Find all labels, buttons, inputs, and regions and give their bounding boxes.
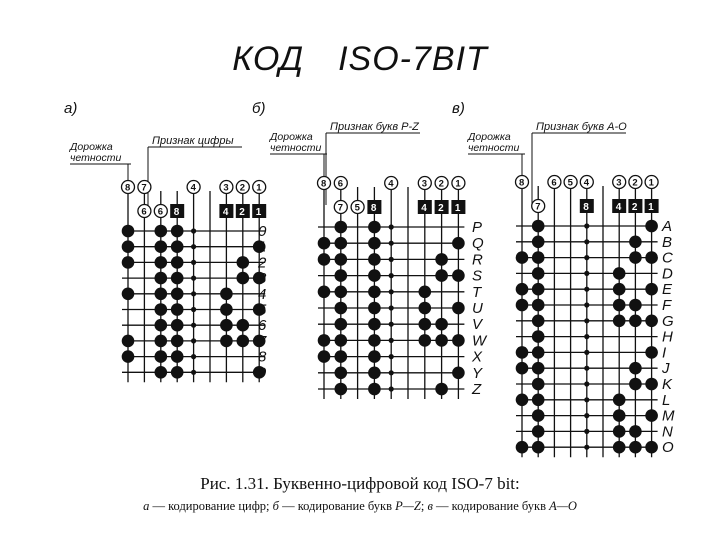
sprocket-hole: [191, 291, 196, 296]
data-hole: [419, 318, 432, 331]
row-label: O: [662, 439, 674, 457]
caption-range-c: A—O: [549, 499, 577, 513]
data-hole: [220, 288, 233, 301]
data-hole: [155, 225, 168, 238]
data-hole: [435, 334, 448, 347]
data-hole: [335, 253, 348, 266]
data-hole: [613, 394, 626, 407]
data-hole: [532, 267, 545, 280]
row-label: L: [662, 391, 671, 409]
row-label: D: [662, 265, 673, 283]
data-hole: [368, 334, 381, 347]
row-label: R: [472, 251, 483, 269]
caption-text-c: — кодирование букв: [432, 499, 550, 513]
marker-circle-label: 6: [157, 206, 164, 218]
sprocket-hole: [191, 276, 196, 281]
data-hole: [516, 394, 529, 407]
data-hole: [613, 441, 626, 454]
row-label: M: [662, 407, 675, 425]
data-hole: [318, 237, 331, 250]
row-label: A: [662, 218, 673, 235]
sprocket-hole: [389, 273, 394, 278]
parity-label-line1-c: Дорожка: [468, 131, 511, 143]
data-hole: [532, 394, 545, 407]
data-hole: [368, 237, 381, 250]
row-label: N: [662, 423, 673, 441]
data-hole: [318, 350, 331, 363]
data-hole: [237, 335, 250, 348]
data-hole: [122, 335, 135, 348]
row-label: 5: [258, 301, 267, 319]
data-hole: [629, 425, 642, 438]
data-hole: [613, 409, 626, 422]
data-hole: [613, 425, 626, 438]
data-hole: [122, 350, 135, 363]
data-hole: [452, 269, 465, 282]
data-hole: [532, 378, 545, 391]
data-hole: [335, 237, 348, 250]
row-label: K: [662, 376, 673, 393]
panel-label-c: в): [452, 100, 465, 117]
data-hole: [629, 441, 642, 454]
data-hole: [645, 251, 658, 264]
marker-circle-label: 1: [455, 178, 461, 190]
row-label: 1: [258, 238, 267, 256]
row-label: B: [662, 233, 673, 251]
data-hole: [532, 315, 545, 328]
marker-circle-label: 8: [125, 182, 131, 194]
row-label: P: [472, 219, 483, 236]
sprocket-hole: [389, 354, 394, 359]
data-hole: [452, 367, 465, 380]
data-hole: [171, 366, 184, 379]
row-label: 0: [258, 223, 267, 240]
data-hole: [335, 269, 348, 282]
data-hole: [452, 302, 465, 315]
data-hole: [629, 251, 642, 264]
parity-label-line2-c: четности: [468, 142, 520, 154]
marker-circle-label: 8: [519, 177, 525, 189]
row-label: V: [472, 316, 483, 334]
data-hole: [171, 272, 184, 285]
data-hole: [171, 303, 184, 316]
data-hole: [645, 346, 658, 359]
data-hole: [532, 236, 545, 249]
data-hole: [237, 272, 250, 285]
marker-box-label: 2: [631, 202, 638, 213]
sprocket-hole: [584, 223, 589, 228]
parity-label-line1-a: Дорожка: [70, 141, 113, 153]
data-hole: [629, 236, 642, 249]
marker-box-label: 4: [222, 207, 229, 218]
data-hole: [335, 334, 348, 347]
data-hole: [237, 319, 250, 332]
data-hole: [171, 256, 184, 269]
data-hole: [155, 288, 168, 301]
sprocket-hole: [191, 370, 196, 375]
row-label: S: [472, 267, 483, 285]
sprocket-hole: [389, 241, 394, 246]
row-label: I: [662, 344, 667, 362]
data-hole: [532, 330, 545, 343]
data-hole: [645, 378, 658, 391]
marker-box-label: 8: [583, 202, 589, 213]
data-hole: [419, 334, 432, 347]
data-hole: [171, 335, 184, 348]
marker-circle-label: 1: [256, 182, 262, 194]
row-label: Z: [472, 381, 482, 398]
data-hole: [155, 240, 168, 253]
marker-box-label: 2: [438, 203, 444, 214]
data-hole: [368, 318, 381, 331]
row-label: C: [662, 249, 673, 267]
marker-box-label: 8: [370, 203, 377, 214]
sprocket-hole: [389, 257, 394, 262]
data-hole: [435, 383, 448, 396]
data-hole: [335, 318, 348, 331]
marker-circle-label: 1: [648, 177, 654, 189]
caption-key-b: б: [272, 499, 279, 513]
marker-circle-label: 5: [354, 202, 360, 214]
sprocket-hole: [389, 224, 394, 229]
sprocket-hole: [389, 322, 394, 327]
caption-range-b: P—Z: [395, 499, 421, 513]
data-hole: [368, 302, 381, 315]
data-hole: [613, 315, 626, 328]
sprocket-hole: [191, 338, 196, 343]
sprocket-hole: [584, 271, 589, 276]
marker-box-label: 1: [648, 202, 654, 213]
data-hole: [171, 288, 184, 301]
data-hole: [155, 366, 168, 379]
data-hole: [435, 318, 448, 331]
sprocket-hole: [584, 287, 589, 292]
data-hole: [171, 350, 184, 363]
data-hole: [532, 251, 545, 264]
data-hole: [645, 220, 658, 233]
marker-circle-label: 8: [321, 178, 327, 190]
marker-circle-label: 4: [388, 178, 394, 190]
data-hole: [516, 362, 529, 375]
data-hole: [122, 225, 135, 238]
data-hole: [532, 425, 545, 438]
row-label: 3: [258, 270, 267, 288]
sprocket-hole: [584, 239, 589, 244]
title-part-iso: ISO-7BIT: [338, 40, 488, 78]
marker-box-label: 2: [239, 207, 245, 218]
marker-circle-label: 6: [551, 177, 557, 189]
data-hole: [532, 299, 545, 312]
data-hole: [335, 350, 348, 363]
sprocket-hole: [584, 429, 589, 434]
sprocket-hole: [584, 334, 589, 339]
data-hole: [532, 441, 545, 454]
sprocket-hole: [191, 244, 196, 249]
marker-circle-label: 2: [438, 178, 444, 190]
data-hole: [435, 253, 448, 266]
data-hole: [122, 288, 135, 301]
marker-circle-label: 3: [616, 177, 622, 189]
data-hole: [629, 299, 642, 312]
row-label: 9: [258, 364, 267, 382]
sprocket-hole: [191, 228, 196, 233]
row-label: Y: [472, 364, 483, 382]
caption-text-b: — кодирование букв: [278, 499, 396, 513]
data-hole: [237, 256, 250, 269]
sprocket-hole: [584, 302, 589, 307]
data-hole: [155, 319, 168, 332]
data-hole: [155, 350, 168, 363]
data-hole: [532, 409, 545, 422]
data-hole: [122, 240, 135, 253]
data-hole: [335, 221, 348, 234]
marker-box-label: 4: [421, 203, 427, 214]
row-label: E: [662, 281, 673, 299]
data-hole: [318, 253, 331, 266]
data-hole: [335, 286, 348, 299]
marker-circle-label: 7: [141, 182, 147, 194]
data-hole: [532, 346, 545, 359]
data-hole: [155, 256, 168, 269]
data-hole: [368, 350, 381, 363]
sprocket-hole: [191, 354, 196, 359]
panel-label-b: б): [252, 100, 266, 117]
data-hole: [452, 334, 465, 347]
data-hole: [171, 240, 184, 253]
row-label: Q: [472, 235, 484, 253]
sprocket-hole: [191, 260, 196, 265]
sprocket-hole: [584, 445, 589, 450]
data-hole: [532, 362, 545, 375]
caption-key-c: в: [427, 499, 433, 513]
data-hole: [516, 441, 529, 454]
parity-label-line2-b: четности: [270, 142, 322, 154]
data-hole: [532, 283, 545, 296]
row-label: 4: [258, 285, 267, 303]
data-hole: [335, 383, 348, 396]
caption-text-a: — кодирование цифр;: [149, 499, 273, 513]
data-hole: [155, 272, 168, 285]
data-hole: [155, 335, 168, 348]
row-label: G: [662, 312, 674, 330]
data-hole: [368, 269, 381, 282]
sprocket-hole: [584, 318, 589, 323]
marker-circle-label: 3: [223, 182, 229, 194]
row-label: X: [472, 348, 483, 366]
data-hole: [645, 441, 658, 454]
sprocket-hole: [389, 289, 394, 294]
marker-circle-label: 7: [535, 201, 541, 213]
data-hole: [155, 303, 168, 316]
data-hole: [220, 335, 233, 348]
panel-label-a: а): [64, 100, 78, 117]
sign-label-b: Признак букв P-Z: [330, 121, 419, 133]
data-hole: [452, 237, 465, 250]
marker-circle-label: 4: [190, 182, 196, 194]
data-hole: [318, 286, 331, 299]
marker-circle-label: 2: [239, 182, 246, 194]
row-label: 8: [258, 348, 267, 366]
data-hole: [516, 251, 529, 264]
data-hole: [220, 303, 233, 316]
marker-circle-label: 5: [567, 177, 573, 189]
sprocket-hole: [584, 366, 589, 371]
row-label: 2: [258, 254, 267, 272]
marker-circle-label: 6: [337, 178, 344, 190]
sprocket-hole: [191, 323, 196, 328]
sprocket-hole: [389, 305, 394, 310]
data-hole: [368, 253, 381, 266]
marker-box-label: 1: [454, 203, 461, 214]
marker-box-label: 1: [255, 207, 262, 218]
data-hole: [171, 319, 184, 332]
row-label: U: [472, 300, 483, 317]
title-part-kod: КОД: [232, 40, 305, 78]
sprocket-hole: [389, 338, 394, 343]
sprocket-hole: [584, 397, 589, 402]
row-label: W: [472, 332, 487, 350]
data-hole: [368, 221, 381, 234]
data-hole: [516, 346, 529, 359]
figure-caption: Рис. 1.31. Буквенно-цифровой код ISO-7 bit:: [200, 474, 520, 493]
data-hole: [532, 220, 545, 233]
marker-circle-label: 7: [337, 202, 344, 214]
sign-label-c: Признак букв A-O: [536, 121, 627, 133]
data-hole: [318, 334, 331, 347]
marker-box-label: 4: [615, 202, 622, 213]
marker-circle-label: 2: [632, 177, 638, 189]
parity-label-line2-a: четности: [70, 152, 122, 164]
marker-circle-label: 3: [421, 178, 428, 190]
figure-caption-legend: [0, 499, 720, 514]
row-label: H: [662, 328, 673, 346]
sprocket-hole: [191, 307, 196, 312]
row-label: F: [662, 297, 672, 314]
marker-circle-label: 6: [141, 206, 147, 218]
data-hole: [171, 225, 184, 238]
data-hole: [335, 302, 348, 315]
row-label: 7: [258, 332, 267, 350]
data-hole: [645, 409, 658, 422]
data-hole: [368, 286, 381, 299]
data-hole: [122, 256, 135, 269]
sprocket-hole: [584, 255, 589, 260]
data-hole: [220, 319, 233, 332]
sign-label-a: Признак цифры: [152, 135, 234, 147]
data-hole: [368, 383, 381, 396]
caption-sep: ;: [420, 499, 428, 513]
data-hole: [629, 378, 642, 391]
data-hole: [419, 302, 432, 315]
data-hole: [335, 367, 348, 380]
data-hole: [613, 283, 626, 296]
parity-label-line1-b: Дорожка: [270, 131, 313, 143]
data-hole: [516, 299, 529, 312]
sprocket-hole: [389, 370, 394, 375]
sprocket-hole: [389, 386, 394, 391]
data-hole: [613, 299, 626, 312]
data-hole: [435, 269, 448, 282]
data-hole: [645, 283, 658, 296]
caption-key-a: а: [143, 499, 150, 513]
data-hole: [368, 367, 381, 380]
row-label: T: [472, 283, 482, 301]
data-hole: [419, 286, 432, 299]
data-hole: [516, 283, 529, 296]
sprocket-hole: [584, 381, 589, 386]
marker-circle-label: 4: [583, 177, 590, 189]
data-hole: [629, 362, 642, 375]
data-hole: [613, 267, 626, 280]
data-hole: [629, 315, 642, 328]
sprocket-hole: [584, 350, 589, 355]
data-hole: [645, 315, 658, 328]
row-label: J: [662, 360, 670, 378]
marker-box-label: 8: [173, 207, 180, 218]
sprocket-hole: [584, 413, 589, 418]
row-label: 6: [258, 317, 267, 335]
